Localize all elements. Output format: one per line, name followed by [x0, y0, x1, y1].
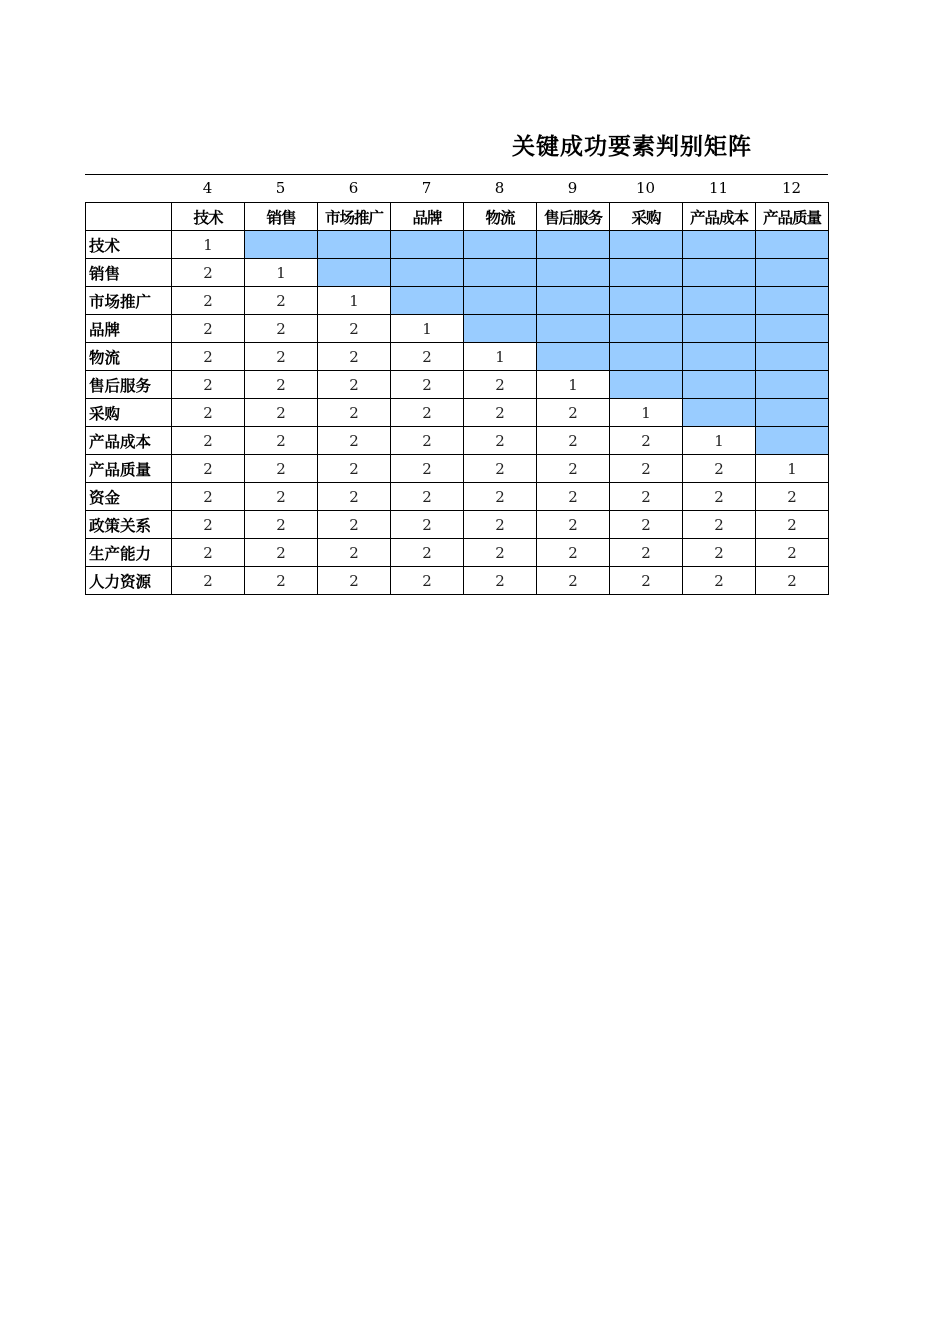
matrix-cell[interactable]: 2 — [318, 427, 391, 455]
matrix-cell[interactable]: 2 — [172, 287, 245, 315]
table-row — [86, 231, 829, 259]
matrix-cell[interactable] — [683, 343, 756, 371]
matrix-cell[interactable] — [756, 259, 829, 287]
matrix-cell[interactable]: 2 — [610, 483, 683, 511]
matrix-cell[interactable]: 2 — [172, 399, 245, 427]
matrix-cell[interactable]: 2 — [464, 511, 537, 539]
row-header[interactable]: 生产能力 — [86, 539, 172, 567]
matrix-cell[interactable]: 2 — [172, 343, 245, 371]
matrix-cell[interactable]: 2 — [245, 567, 318, 595]
column-number: 11 — [708, 179, 729, 197]
matrix-cell[interactable]: 2 — [683, 511, 756, 539]
matrix-cell[interactable] — [318, 259, 391, 287]
table-row — [86, 259, 829, 287]
matrix-cell[interactable] — [756, 399, 829, 427]
matrix-cell[interactable]: 2 — [172, 539, 245, 567]
matrix-cell[interactable]: 2 — [756, 539, 829, 567]
matrix-cell[interactable]: 2 — [172, 483, 245, 511]
judgment-matrix-table — [85, 202, 829, 595]
matrix-cell[interactable]: 2 — [245, 371, 318, 399]
matrix-cell[interactable] — [756, 427, 829, 455]
matrix-cell[interactable] — [391, 231, 464, 259]
matrix-cell[interactable]: 2 — [537, 455, 610, 483]
matrix-cell[interactable] — [683, 399, 756, 427]
column-header[interactable]: 物流 — [464, 203, 537, 231]
column-number: 6 — [348, 179, 359, 197]
column-header[interactable]: 销售 — [245, 203, 318, 231]
matrix-cell[interactable]: 2 — [537, 483, 610, 511]
table-row — [86, 567, 829, 595]
matrix-cell[interactable] — [464, 287, 537, 315]
matrix-cell[interactable]: 2 — [245, 539, 318, 567]
column-number-row — [171, 175, 828, 202]
matrix-cell[interactable]: 2 — [464, 427, 537, 455]
matrix-cell[interactable]: 1 — [172, 231, 245, 259]
matrix-cell[interactable] — [610, 315, 683, 343]
row-header[interactable]: 品牌 — [86, 315, 172, 343]
matrix-cell[interactable]: 2 — [391, 455, 464, 483]
column-number: 5 — [275, 179, 286, 197]
header-row — [86, 203, 829, 231]
matrix-cell[interactable] — [683, 287, 756, 315]
matrix-cell[interactable]: 2 — [245, 287, 318, 315]
matrix-cell[interactable]: 2 — [683, 567, 756, 595]
matrix-cell[interactable]: 2 — [172, 511, 245, 539]
table-row — [86, 399, 829, 427]
matrix-cell[interactable]: 2 — [318, 567, 391, 595]
matrix-cell[interactable] — [683, 231, 756, 259]
table-row — [86, 287, 829, 315]
matrix-cell[interactable]: 2 — [391, 399, 464, 427]
matrix-cell[interactable] — [464, 259, 537, 287]
matrix-cell[interactable] — [610, 287, 683, 315]
matrix-cell[interactable]: 1 — [245, 259, 318, 287]
matrix-cell[interactable]: 2 — [391, 539, 464, 567]
matrix-cell[interactable] — [756, 231, 829, 259]
matrix-cell[interactable]: 1 — [537, 371, 610, 399]
matrix-cell[interactable] — [537, 287, 610, 315]
column-header[interactable]: 产品质量 — [756, 203, 829, 231]
matrix-cell[interactable] — [610, 231, 683, 259]
column-number: 10 — [635, 179, 656, 197]
matrix-cell[interactable]: 2 — [683, 539, 756, 567]
matrix-cell[interactable] — [683, 315, 756, 343]
matrix-cell[interactable]: 2 — [610, 427, 683, 455]
row-header[interactable]: 资金 — [86, 483, 172, 511]
matrix-cell[interactable]: 2 — [391, 343, 464, 371]
page-title: 关键成功要素判别矩阵 — [512, 134, 752, 160]
matrix-cell[interactable] — [537, 315, 610, 343]
matrix-cell[interactable]: 2 — [172, 455, 245, 483]
matrix-cell[interactable] — [245, 231, 318, 259]
row-header[interactable]: 产品成本 — [86, 427, 172, 455]
column-header[interactable]: 产品成本 — [683, 203, 756, 231]
matrix-cell[interactable]: 2 — [391, 567, 464, 595]
matrix-cell[interactable]: 2 — [172, 427, 245, 455]
matrix-cell[interactable]: 2 — [610, 539, 683, 567]
table-row — [86, 539, 829, 567]
matrix-cell[interactable]: 2 — [391, 483, 464, 511]
table-row — [86, 483, 829, 511]
matrix-cell[interactable]: 2 — [245, 427, 318, 455]
matrix-cell[interactable]: 2 — [245, 483, 318, 511]
matrix-cell[interactable]: 2 — [245, 343, 318, 371]
matrix-cell[interactable]: 2 — [464, 399, 537, 427]
matrix-cell[interactable]: 1 — [391, 315, 464, 343]
matrix-cell[interactable]: 2 — [318, 343, 391, 371]
matrix-cell[interactable]: 2 — [537, 399, 610, 427]
matrix-cell[interactable]: 1 — [683, 427, 756, 455]
matrix-cell[interactable] — [683, 371, 756, 399]
row-header[interactable]: 销售 — [86, 259, 172, 287]
corner-cell[interactable] — [86, 203, 172, 231]
matrix-cell[interactable]: 2 — [756, 567, 829, 595]
column-number: 4 — [202, 179, 213, 197]
column-number: 7 — [421, 179, 432, 197]
row-header[interactable]: 采购 — [86, 399, 172, 427]
matrix-cell[interactable]: 2 — [537, 427, 610, 455]
matrix-cell[interactable]: 2 — [172, 371, 245, 399]
row-header[interactable]: 政策关系 — [86, 511, 172, 539]
matrix-cell[interactable] — [464, 231, 537, 259]
matrix-cell[interactable]: 2 — [756, 511, 829, 539]
row-header[interactable]: 人力资源 — [86, 567, 172, 595]
matrix-cell[interactable] — [756, 315, 829, 343]
table-row — [86, 315, 829, 343]
matrix-cell[interactable]: 2 — [318, 371, 391, 399]
row-header[interactable]: 售后服务 — [86, 371, 172, 399]
matrix-cell[interactable]: 2 — [683, 483, 756, 511]
column-header[interactable]: 采购 — [610, 203, 683, 231]
matrix-cell[interactable]: 2 — [464, 371, 537, 399]
matrix-cell[interactable]: 2 — [537, 567, 610, 595]
matrix-cell[interactable]: 2 — [756, 483, 829, 511]
matrix-cell[interactable]: 2 — [172, 259, 245, 287]
matrix-cell[interactable]: 2 — [245, 399, 318, 427]
matrix-cell[interactable]: 2 — [464, 483, 537, 511]
matrix-cell[interactable]: 2 — [318, 483, 391, 511]
matrix-cell[interactable] — [391, 287, 464, 315]
matrix-cell[interactable]: 2 — [318, 539, 391, 567]
matrix-cell[interactable]: 2 — [464, 567, 537, 595]
matrix-cell[interactable]: 2 — [610, 567, 683, 595]
matrix-cell[interactable]: 2 — [172, 315, 245, 343]
matrix-cell[interactable] — [756, 371, 829, 399]
table-row — [86, 455, 829, 483]
table-row — [86, 511, 829, 539]
matrix-cell[interactable]: 2 — [464, 455, 537, 483]
matrix-cell[interactable]: 2 — [318, 399, 391, 427]
matrix-cell[interactable]: 2 — [172, 567, 245, 595]
matrix-cell[interactable] — [610, 259, 683, 287]
matrix-cell[interactable] — [464, 315, 537, 343]
table-row — [86, 427, 829, 455]
row-header[interactable]: 市场推广 — [86, 287, 172, 315]
matrix-cell[interactable]: 2 — [683, 455, 756, 483]
matrix-cell[interactable]: 2 — [391, 371, 464, 399]
matrix-cell[interactable]: 2 — [391, 511, 464, 539]
column-header[interactable]: 售后服务 — [537, 203, 610, 231]
matrix-cell[interactable]: 1 — [464, 343, 537, 371]
matrix-cell[interactable]: 2 — [318, 455, 391, 483]
matrix-cell[interactable] — [537, 259, 610, 287]
matrix-cell[interactable] — [756, 287, 829, 315]
table-row — [86, 371, 829, 399]
table-row — [86, 343, 829, 371]
row-header[interactable]: 技术 — [86, 231, 172, 259]
matrix-cell[interactable] — [610, 343, 683, 371]
column-header[interactable]: 技术 — [172, 203, 245, 231]
row-header[interactable]: 产品质量 — [86, 455, 172, 483]
matrix-cell[interactable]: 1 — [756, 455, 829, 483]
column-header[interactable]: 品牌 — [391, 203, 464, 231]
row-header[interactable]: 物流 — [86, 343, 172, 371]
matrix-cell[interactable] — [683, 259, 756, 287]
matrix-cell[interactable]: 1 — [610, 399, 683, 427]
matrix-cell[interactable]: 1 — [318, 287, 391, 315]
matrix-cell[interactable] — [391, 259, 464, 287]
column-number: 12 — [781, 179, 802, 197]
matrix-cell[interactable] — [756, 343, 829, 371]
matrix-cell[interactable]: 2 — [610, 455, 683, 483]
matrix-cell[interactable]: 2 — [318, 315, 391, 343]
column-header[interactable]: 市场推广 — [318, 203, 391, 231]
matrix-cell[interactable] — [610, 371, 683, 399]
matrix-cell[interactable] — [537, 343, 610, 371]
matrix-cell[interactable]: 2 — [391, 427, 464, 455]
matrix-cell[interactable]: 2 — [318, 511, 391, 539]
column-number: 9 — [567, 179, 578, 197]
matrix-cell[interactable]: 2 — [245, 511, 318, 539]
matrix-cell[interactable] — [318, 231, 391, 259]
matrix-cell[interactable]: 2 — [464, 539, 537, 567]
matrix-cell[interactable]: 2 — [537, 511, 610, 539]
matrix-cell[interactable]: 2 — [610, 511, 683, 539]
matrix-cell[interactable]: 2 — [245, 455, 318, 483]
matrix-cell[interactable]: 2 — [245, 315, 318, 343]
matrix-cell[interactable]: 2 — [537, 539, 610, 567]
column-number: 8 — [494, 179, 505, 197]
matrix-cell[interactable] — [537, 231, 610, 259]
